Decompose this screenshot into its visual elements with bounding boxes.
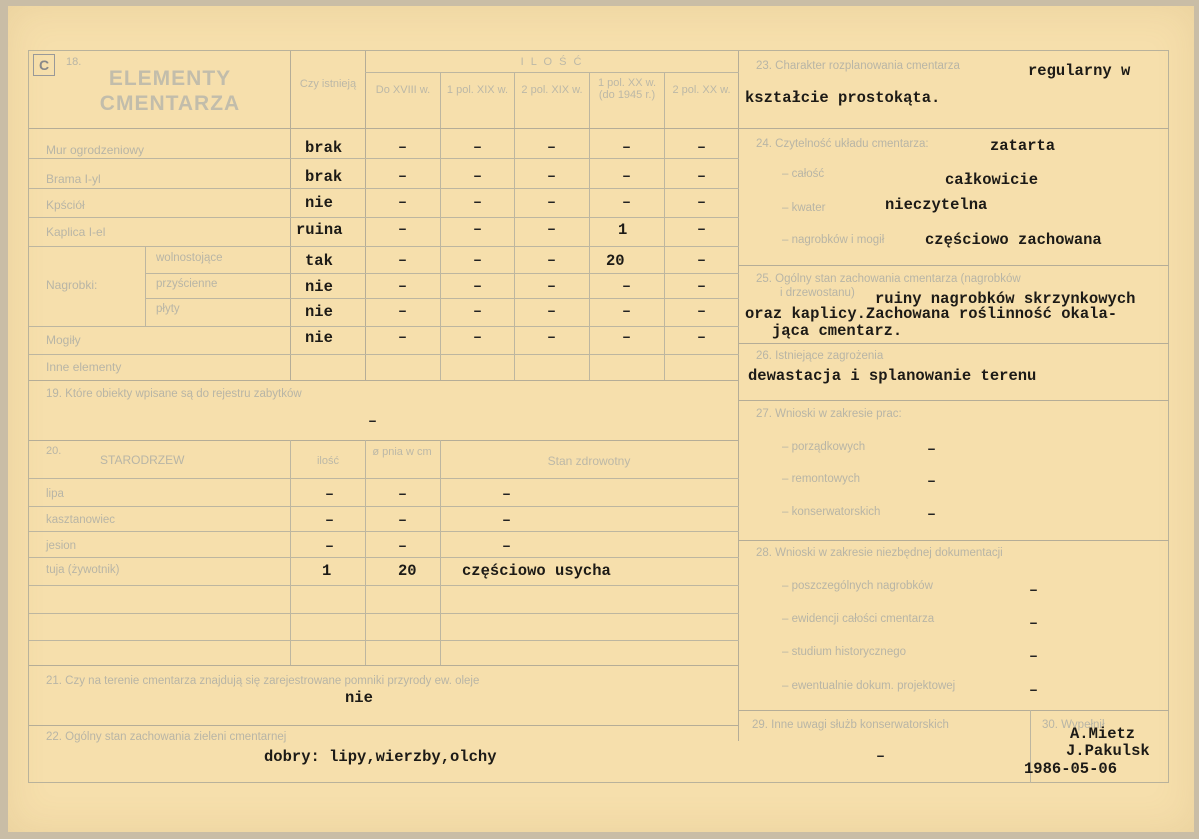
row-period-value: – (473, 168, 483, 185)
divider (440, 72, 441, 380)
period-header: Do XVIII w. (375, 84, 431, 96)
q29-value: – (876, 748, 886, 765)
row-period-value: – (547, 252, 557, 269)
q21-value: nie (345, 689, 373, 707)
q24-value: zatarta (990, 137, 1056, 155)
row-exists-value: brak (305, 168, 343, 186)
divider (29, 531, 739, 532)
q25-value-line3: jąca cmentarz. (772, 322, 903, 340)
divider (29, 188, 739, 189)
q25-value-line2: oraz kaplicy.Zachowana roślinność okala- (745, 305, 1118, 323)
row-period-value: – (473, 139, 483, 156)
row-label: przyścienne (156, 278, 218, 290)
row-period-value: – (398, 252, 408, 269)
nagrobki-label: Nagrobki: (46, 278, 98, 292)
period-header: 2 pol. XIX w. (521, 84, 583, 96)
section-number: 18. (66, 56, 82, 68)
divider (738, 51, 739, 741)
divider (29, 585, 739, 586)
divider (739, 343, 1169, 344)
q20-number: 20. (46, 445, 62, 457)
divider (29, 506, 739, 507)
divider (739, 540, 1169, 541)
q21-label: 21. Czy na terenie cmentarza znajdują się zarejestrowane pomniki przyrody ew. oleje (46, 675, 480, 687)
row-period-value: – (697, 168, 707, 185)
row-label: Inne elementy (46, 360, 122, 374)
row-period-value: 20 (606, 252, 625, 270)
row-label: Brama I-yl (46, 172, 101, 186)
divider (29, 246, 739, 247)
row-label: wolnostojące (156, 252, 223, 264)
row-period-value: – (547, 329, 557, 346)
q24-graves-label: – nagrobków i mogił (782, 234, 885, 246)
tree-name: lipa (46, 488, 64, 500)
section-title (75, 66, 265, 116)
row-period-value: – (622, 139, 632, 156)
row-period-value: – (547, 139, 557, 156)
q19-value: – (368, 413, 378, 430)
q30-name2: J.Pakulsk (1066, 742, 1150, 760)
divider (589, 72, 590, 380)
q28-item-value: – (1029, 582, 1039, 599)
row-period-value: – (473, 252, 483, 269)
tree-health: częściowo usycha (462, 562, 611, 580)
row-period-value: 1 (618, 221, 628, 239)
tree-health: – (502, 486, 512, 503)
divider (145, 246, 146, 326)
row-label: płyty (156, 303, 180, 315)
row-label: Kaplica I-el (46, 225, 106, 239)
q27-item-label: – remontowych (782, 473, 860, 485)
row-exists-value: nie (305, 329, 333, 347)
row-period-value: – (398, 221, 408, 238)
q26-label: 26. Istniejące zagrożenia (756, 350, 884, 362)
q30-date: 1986-05-06 (1024, 760, 1118, 778)
row-exists-value: nie (305, 303, 333, 321)
row-period-value: – (398, 329, 408, 346)
divider (29, 640, 739, 641)
row-period-value: – (547, 278, 557, 295)
row-period-value: – (398, 139, 408, 156)
row-period-value: – (697, 252, 707, 269)
divider (664, 72, 665, 380)
q22-label: 22. Ogólny stan zachowania zieleni cmentarnej (46, 731, 287, 743)
q20-title: STARODRZEW (100, 453, 185, 467)
section-letter-box: C (33, 54, 55, 76)
divider (440, 440, 441, 665)
row-period-value: – (622, 303, 632, 320)
tree-health: – (502, 512, 512, 529)
divider (290, 440, 291, 665)
divider (29, 478, 739, 479)
tree-diameter: – (398, 538, 408, 555)
row-period-value: – (547, 194, 557, 211)
q24-quarters-label: – kwater (782, 202, 826, 214)
divider (145, 298, 739, 299)
tree-count: – (325, 512, 335, 529)
row-exists-value: nie (305, 278, 333, 296)
row-label: Mur ogrodzeniowy (46, 143, 145, 157)
row-period-value: – (473, 194, 483, 211)
tree-diameter: 20 (398, 562, 417, 580)
row-period-value: – (398, 168, 408, 185)
q27-item-label: – konserwatorskich (782, 506, 881, 518)
divider (365, 72, 739, 73)
q28-item-label: – ewentualnie dokum. projektowej (782, 680, 956, 692)
q28-item-label: – studium historycznego (782, 646, 907, 658)
section-title-line2: CMENTARZA (99, 92, 241, 115)
divider (29, 665, 739, 666)
form-frame (28, 50, 1169, 783)
row-label: Kpściół (46, 198, 85, 212)
divider (29, 613, 739, 614)
row-period-value: – (473, 303, 483, 320)
q23-value-line2: kształcie prostokąta. (745, 89, 941, 107)
row-period-value: – (398, 278, 408, 295)
divider (29, 725, 739, 726)
q28-label: 28. Wnioski w zakresie niezbędnej dokumentacji (756, 547, 1003, 559)
row-period-value: – (473, 278, 483, 295)
q28-item-value: – (1029, 682, 1039, 699)
row-period-value: – (473, 329, 483, 346)
divider (29, 440, 739, 441)
q26-value: dewastacja i splanowanie terenu (748, 367, 1037, 385)
q30-name1: A.Mietz (1070, 725, 1136, 743)
q27-item-value: – (927, 506, 937, 523)
q20-col-count: ilość (316, 455, 339, 467)
row-period-value: – (622, 329, 632, 346)
divider (29, 354, 739, 355)
q27-item-value: – (927, 473, 937, 490)
q24-label: 24. Czytelność układu cmentarza: (756, 138, 929, 150)
row-exists-value: tak (305, 252, 333, 270)
tree-health: – (502, 538, 512, 555)
row-period-value: – (622, 194, 632, 211)
divider (739, 710, 1169, 711)
tree-count: – (325, 538, 335, 555)
divider (514, 72, 515, 380)
q19-label: 19. Które obiekty wpisane są do rejestru zabytków (46, 388, 302, 400)
row-period-value: – (697, 329, 707, 346)
row-period-value: – (697, 139, 707, 156)
row-period-value: – (697, 278, 707, 295)
row-period-value: – (547, 221, 557, 238)
row-exists-value: nie (305, 194, 333, 212)
q25-label: 25. Ogólny stan zachowania cmentarza (nagrobków (756, 273, 1021, 285)
period-header: 1 pol. XIX w. (446, 84, 509, 96)
row-period-value: – (547, 303, 557, 320)
divider (29, 557, 739, 558)
tree-count: – (325, 486, 335, 503)
tree-name: kasztanowiec (46, 514, 116, 526)
tree-name: tuja (żywotnik) (46, 564, 120, 576)
divider (290, 51, 291, 380)
tree-name: jesion (46, 540, 77, 552)
q30-label: 30. Wypełnił (1042, 719, 1105, 731)
q27-label: 27. Wnioski w zakresie prac: (756, 408, 902, 420)
divider (29, 158, 739, 159)
q24-whole-label: – całość (782, 168, 825, 180)
col-header-exists: Czy istnieją (299, 78, 357, 90)
row-period-value: – (473, 221, 483, 238)
divider (29, 326, 739, 327)
tree-count: 1 (322, 562, 332, 580)
q20-col-health: Stan zdrowotny (547, 454, 631, 468)
row-period-value: – (697, 221, 707, 238)
q27-item-label: – porządkowych (782, 441, 866, 453)
quantity-header: I L O Ś Ć (520, 56, 584, 68)
divider (29, 380, 739, 381)
q28-item-value: – (1029, 648, 1039, 665)
q23-value-line1: regularny w (1028, 62, 1131, 80)
row-period-value: – (622, 168, 632, 185)
divider (365, 440, 366, 665)
period-header: 1 pol. XX w. (do 1945 r.) (597, 77, 657, 101)
section-title-line1: ELEMENTY (108, 67, 232, 90)
divider (145, 273, 739, 274)
row-period-value: – (697, 303, 707, 320)
divider (365, 51, 366, 380)
q24-quarters-value: nieczytelna (885, 196, 988, 214)
divider (739, 128, 1169, 129)
q23-label: 23. Charakter rozplanowania cmentarza (756, 60, 960, 72)
q27-item-value: – (927, 441, 937, 458)
q28-item-value: – (1029, 615, 1039, 632)
q29-label: 29. Inne uwagi służb konserwatorskich (752, 719, 949, 731)
q28-item-label: – poszczególnych nagrobków (782, 580, 933, 592)
row-period-value: – (547, 168, 557, 185)
row-period-value: – (398, 194, 408, 211)
divider (739, 265, 1169, 266)
period-header: 2 pol. XX w. (672, 84, 731, 96)
row-label: Mogiły (46, 333, 81, 347)
row-period-value: – (697, 194, 707, 211)
row-period-value: – (398, 303, 408, 320)
tree-diameter: – (398, 486, 408, 503)
divider (29, 217, 739, 218)
row-period-value: – (622, 278, 632, 295)
row-exists-value: ruina (296, 221, 343, 239)
divider (739, 400, 1169, 401)
q22-value: dobry: lipy,wierzby,olchy (264, 748, 497, 766)
q24-whole-value: całkowicie (945, 171, 1039, 189)
q24-graves-value: częściowo zachowana (925, 231, 1102, 249)
q25-value-line1: ruiny nagrobków skrzynkowych (875, 290, 1136, 308)
q28-item-label: – ewidencji całości cmentarza (782, 613, 935, 625)
q25-label-line2: i drzewostanu) (780, 287, 855, 299)
q20-col-diameter: ø pnia w cm (372, 446, 432, 458)
tree-diameter: – (398, 512, 408, 529)
row-exists-value: brak (305, 139, 343, 157)
divider (29, 128, 739, 129)
